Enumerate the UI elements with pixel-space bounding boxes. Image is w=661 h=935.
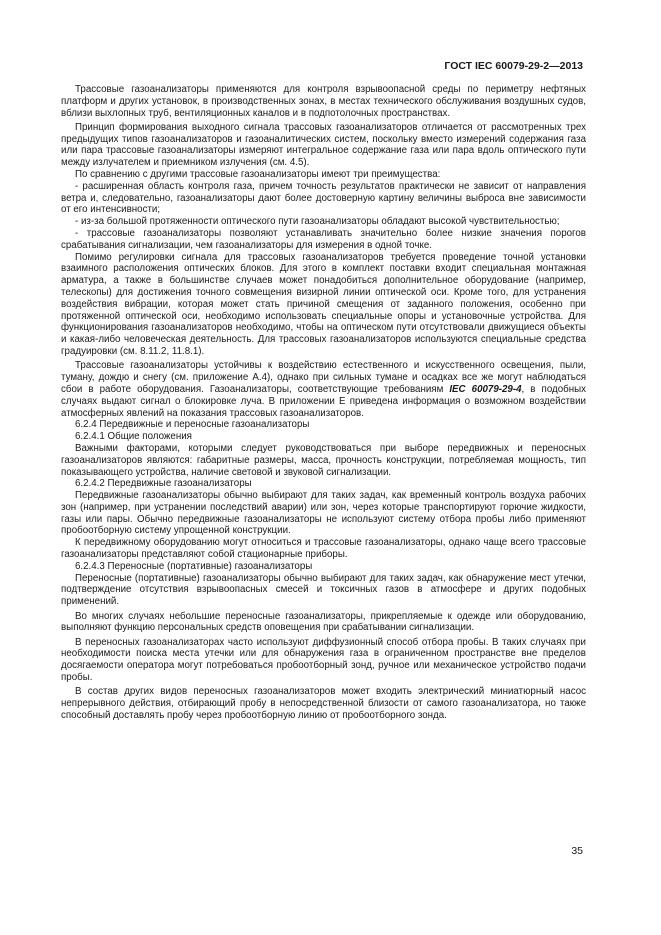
section-heading: 6.2.4.2 Передвижные газоанализаторы <box>75 478 252 490</box>
section-heading: 6.2.4.3 Переносные (портативные) газоанализаторы <box>75 560 313 572</box>
paragraph: К передвижному оборудованию могут относиться и трассовые газоанализаторы, однако чаще всего трассовые газоанализаторы представляют собой стационарные приборы. <box>61 537 586 561</box>
paragraph-text: Трассовые газоанализаторы устойчивы к воздействию естественного и искусственного освещения, пыли, туману, дождю и снегу (см. приложение А.4), однако при сильных тумане и осадках все же могут наблюдаться сбои в работе оборудования. Газоанализаторы, соответствующие требованиям <box>61 360 586 395</box>
paragraph: Переносные (портативные) газоанализаторы обычно выбирают для таких задач, как обнаружение мест утечки, подтверждение отсутствия взрывоопасных смесей и токсичных газов в атмосфере и других подобных применений. <box>61 572 586 608</box>
page-body <box>61 84 586 722</box>
paragraph: Принцип формирования выходного сигнала трассовых газоанализаторов отличается от рассмотренных трех предыдущих типов газоанализаторов и газоаналитических систем, поскольку вместо измерений содержания газа или пара трассовые газоанализаторы измеряют интегральное содержание газа или пара вдоль оптического пути между излучателем и приемником излучения (см. 4.5). <box>61 121 586 169</box>
paragraph: По сравнению с другими трассовые газоанализаторы имеют три преимущества: <box>75 169 441 181</box>
document-code: ГОСТ IEC 60079-29-2—2013 <box>444 60 583 72</box>
section-heading: 6.2.4.1 Общие положения <box>75 431 192 443</box>
paragraph-text: , в подобных случаях выдают сигнал о блокировке луча. В приложении Е приведена информация о возможном воздействии атмосферных явлений на показания трассовых газоанализаторов. <box>61 383 586 419</box>
paragraph: В состав других видов переносных газоанализаторов может входить электрический миниатюрный насос непрерывного действия, отбирающий пробу в непосредственной близости от самого газоанализатора, но также способный доставлять пробу через пробоотборную линию от пробоотборного зонда. <box>61 686 586 721</box>
section-heading: 6.2.4 Передвижные и переносные газоанализаторы <box>75 419 310 431</box>
paragraph: Трассовые газоанализаторы применяются для контроля взрывоопасной среды по периметру нефтяных платформ и других установок, в производственных зонах, в местах технического обслуживания воздушных судов, вблизи выхлопных труб, вентиляционных каналов и в подпотолочных пространствах. <box>61 84 586 119</box>
list-item: - трассовые газоанализаторы позволяют устанавливать значительно более низкие значения порогов срабатывания сигнализации, чем газоанализаторы для измерения в одной точке. <box>61 228 586 251</box>
paragraph: Во многих случаях небольшие переносные газоанализаторы, прикрепляемые к одежде или оборудованию, выполняют функцию персональных средств оповещения при срабатывании сигнализации. <box>61 610 586 634</box>
paragraph: Помимо регулировки сигнала для трассовых газоанализаторов требуется проведение точной установки взаимного расположения оптических блоков. Для этого в комплект поставки входит специальная монтажная арматура, а также в большинстве случаев может понадобиться дополнительное оборудование (например, телескопы) для достижения точного совмещения визирной линии оптической оси. Кроме того, для устранения воздействия вибрации, которая может стать причиной смещения от заданного положения, особенно при протяженной оптической оси, необходимо использовать специальные опоры и установочные устройства. Для функционирования газоанализаторов необходимо, чтобы на оптическом пути отсутствовали движущиеся объекты и какая-либо человеческая деятельность. Для трассовых газоанализаторов используются специальные средства градуировки (см. 8.11.2, 11.8.1). <box>61 251 586 358</box>
standard-reference: IEC 60079-29-4 <box>449 383 522 395</box>
paragraph <box>61 360 586 419</box>
list-item: - из-за большой протяженности оптического пути газоанализаторы обладают высокой чувствительностью; <box>75 216 560 228</box>
paragraph: В переносных газоанализаторах часто используют диффузионный способ отбора пробы. В таких случаях при необходимости поиска места утечки или для обнаружения газа в ограниченном пространстве вне пределов досягаемости оператора могут потребоваться пробоотборный зонд, ручное или механическое устройство подачи пробы. <box>61 636 586 684</box>
paragraph: Передвижные газоанализаторы обычно выбирают для таких задач, как временный контроль воздуха рабочих зон (например, при устранении последствий аварии) или зон, через которые транспортируют горючие жидкости, газы или пары. Обычно передвижные газоанализаторы не используют систему отбора пробы либо применяют пробоотборную систему упрощенной конструкции. <box>61 490 586 537</box>
paragraph: Важными факторами, которыми следует руководствоваться при выборе передвижных и переносных газоанализаторов являются: габаритные размеры, масса, прочность конструкции, потребляемая мощность, тип показывающего устройства, наличие световой и звуковой сигнализации. <box>61 442 586 478</box>
list-item: - расширенная область контроля газа, причем точность результатов практически не зависит от направления ветра и, следовательно, газоанализаторы дают более достоверную картину величины выброса вне зависимости от его интенсивности; <box>61 180 586 216</box>
page-number: 35 <box>571 845 583 857</box>
